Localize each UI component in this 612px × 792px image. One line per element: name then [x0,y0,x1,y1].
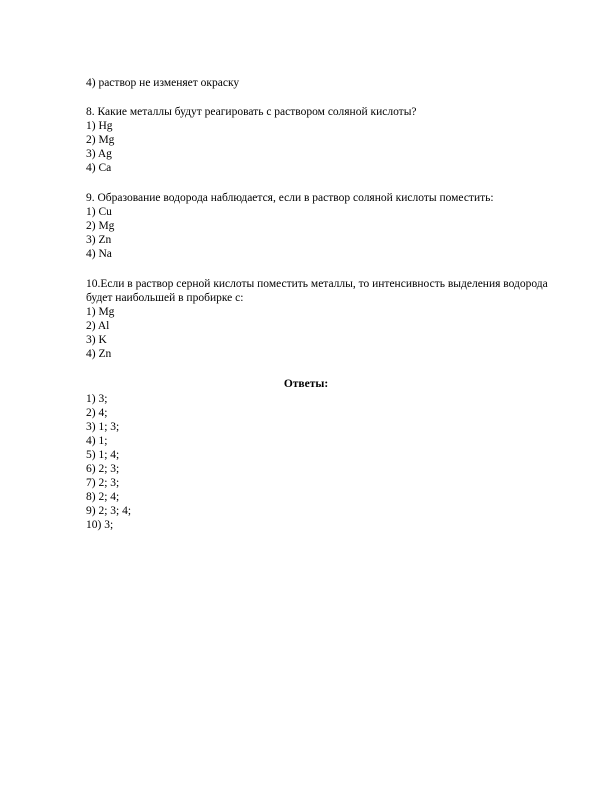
q8-option-2: 2) Mg [86,134,115,146]
answer-item: 4) 1; [86,435,108,447]
answer-item: 8) 2; 4; [86,491,120,503]
q10-question-line1: 10.Если в раствор серной кислоты поместить металлы, то интенсивность выделения водорода [86,278,548,290]
answer-item: 6) 2; 3; [86,463,120,475]
q10-option-4: 4) Zn [86,348,112,360]
q8-option-4: 4) Ca [86,162,112,174]
q9-option-1: 1) Cu [86,206,112,218]
q8-option-3: 3) Ag [86,148,112,160]
q10-option-3: 3) K [86,334,107,346]
q10-option-2: 2) Al [86,320,110,332]
q8-option-1: 1) Hg [86,120,113,132]
answer-item: 2) 4; [86,407,108,419]
answer-item: 3) 1; 3; [86,421,120,433]
q9-option-4: 4) Na [86,248,112,260]
answer-item: 9) 2; 3; 4; [86,505,132,517]
answer-item: 10) 3; [86,519,114,531]
q8-question: 8. Какие металлы будут реагировать с раствором соляной кислоты? [86,106,417,118]
q10-question-line2: будет наибольшей в пробирке с: [86,292,244,304]
q9-question: 9. Образование водорода наблюдается, если в раствор соляной кислоты поместить: [86,192,494,204]
q9-option-3: 3) Zn [86,234,112,246]
q7-option-4: 4) раствор не изменяет окраску [86,77,240,89]
q10-option-1: 1) Mg [86,306,115,318]
answer-item: 1) 3; [86,393,108,405]
answer-item: 7) 2; 3; [86,477,120,489]
answers-title: Ответы: [283,378,329,390]
answer-item: 5) 1; 4; [86,449,120,461]
q9-option-2: 2) Mg [86,220,115,232]
